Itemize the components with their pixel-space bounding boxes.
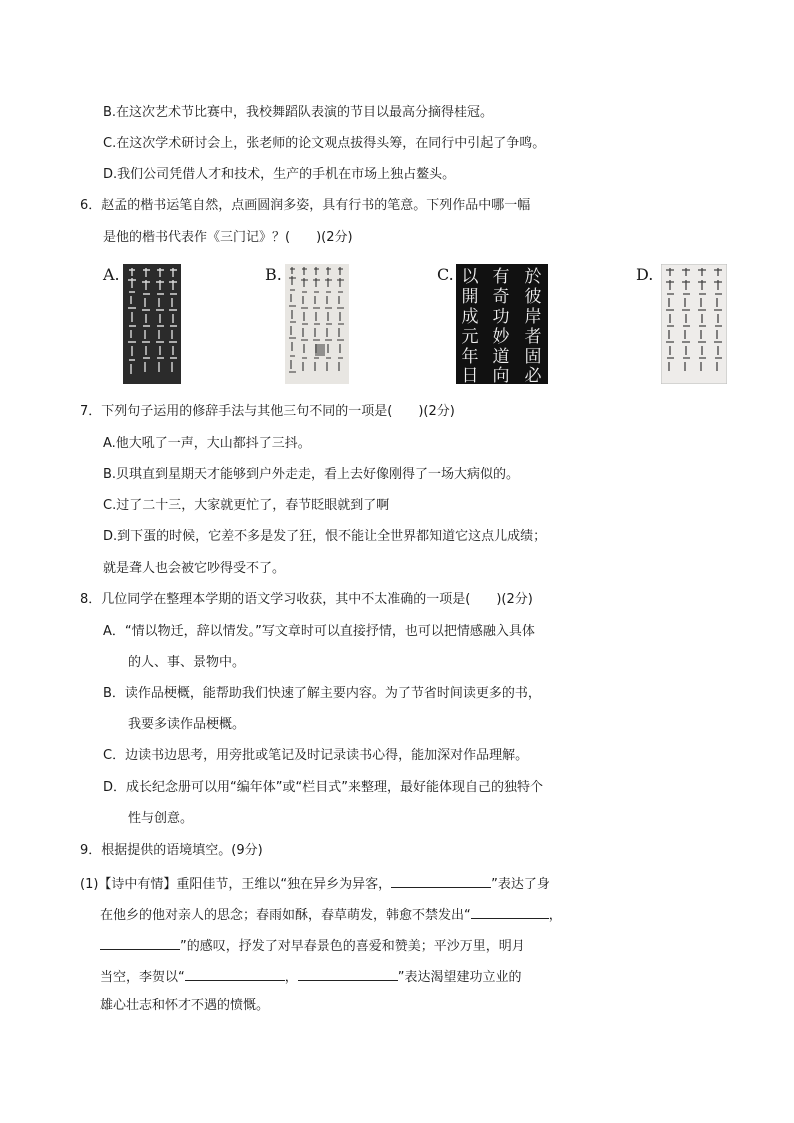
q9-stem: 9．根据提供的语境填空。(9分): [80, 843, 263, 858]
svg-text:成: 成: [461, 307, 479, 327]
svg-text:有: 有: [492, 267, 510, 287]
q9-line4-text-a: 当空，李贺以“: [100, 970, 185, 985]
svg-text:必: 必: [524, 366, 542, 384]
answer-blank-4[interactable]: [185, 966, 285, 981]
answer-blank-2[interactable]: [471, 904, 549, 919]
answer-blank-5[interactable]: [298, 966, 398, 981]
q8-stem: 8．几位同学在整理本学期的语文学习收获，其中不太准确的一项是( )(2分): [80, 592, 533, 607]
svg-text:功: 功: [492, 307, 510, 327]
q9-line3-text: ”的感叹，抒发了对早春景色的喜爱和赞美；平沙万里，明月: [180, 939, 525, 954]
q8-option-c: C．边读书边思考，用旁批或笔记及时记录读书心得，能加深对作品理解。: [103, 748, 529, 763]
q7-option-d-line1: D.到下蛋的时候，它差不多是发了狂，恨不能让全世界都知道它这点儿成绩；: [103, 529, 547, 544]
svg-text:妙: 妙: [492, 327, 510, 347]
q9-line2-text-b: ，: [548, 908, 562, 923]
q9-line4-text-c: ”表达渴望建功立业的: [397, 970, 522, 985]
svg-text:開: 開: [461, 287, 479, 307]
q8-option-a-line2: 的人、事、景物中。: [128, 655, 246, 670]
calligraphy-image-d: [661, 264, 727, 384]
q9-line4: [100, 966, 522, 987]
q6-label-b: B.: [265, 265, 282, 284]
q8-option-a-line1: A．“情以物迁，辞以情发。”写文章时可以直接抒情，也可以把情感融入具体: [103, 624, 535, 639]
q9-line2: [100, 904, 562, 925]
answer-blank-3[interactable]: [100, 935, 180, 950]
svg-text:固: 固: [524, 347, 542, 367]
q5-option-c: C.在这次学术研讨会上，张老师的论文观点拔得头筹，在同行中引起了争鸣。: [103, 136, 546, 151]
q8-option-b-line1: B．读作品梗概，能帮助我们快速了解主要内容。为了节省时间读更多的书，: [103, 686, 541, 701]
svg-text:元: 元: [461, 327, 479, 347]
q7-option-d-line2: 就是聋人也会被它吵得受不了。: [103, 561, 286, 576]
svg-text:於: 於: [524, 267, 542, 287]
q6-label-a: A.: [103, 265, 120, 284]
calligraphy-image-c: [456, 264, 548, 384]
q9-line2-text-a: 在他乡的他对亲人的思念；春雨如酥，春草萌发，韩愈不禁发出“: [100, 908, 471, 923]
q9-line4-text-b: ，: [284, 970, 298, 985]
q8-option-d-line2: 性与创意。: [128, 811, 194, 826]
q9-line1: [80, 873, 550, 894]
q7-stem: 7．下列句子运用的修辞手法与其他三句不同的一项是( )(2分): [80, 404, 455, 419]
q9-line1-text-a: (1)【诗中有情】重阳佳节，王维以“独在异乡为异客，: [80, 877, 392, 892]
calligraphy-image-a: [123, 264, 181, 384]
answer-blank-1[interactable]: [391, 873, 491, 888]
q9-line3: [100, 935, 525, 956]
svg-text:年: 年: [461, 347, 479, 367]
q7-option-c: C.过了二十三，大家就更忙了，春节眨眼就到了啊: [103, 498, 390, 513]
q7-option-a: A.他大吼了一声，大山都抖了三抖。: [103, 436, 311, 451]
q7-option-b: B.贝琪直到星期天才能够到户外走走，看上去好像刚得了一场大病似的。: [103, 467, 520, 482]
svg-text:岸: 岸: [524, 307, 542, 327]
q6-label-c: C.: [437, 265, 454, 284]
q5-option-b: B.在这次艺术节比赛中，我校舞蹈队表演的节目以最高分摘得桂冠。: [103, 105, 494, 120]
svg-text:向: 向: [492, 366, 510, 384]
svg-text:者: 者: [524, 327, 542, 347]
q9-line5: 雄心壮志和怀才不遇的愤慨。: [100, 998, 270, 1013]
svg-text:道: 道: [492, 347, 510, 367]
q5-option-d: D.我们公司凭借人才和技术，生产的手机在市场上独占鳌头。: [103, 167, 456, 182]
q8-option-b-line2: 我要多读作品梗概。: [128, 717, 246, 732]
q9-line1-text-b: ”表达了身: [491, 877, 550, 892]
calligraphy-image-b: [285, 264, 349, 384]
q6-stem-line1: 6．赵孟的楷书运笔自然，点画圆润多姿，具有行书的笔意。下列作品中哪一幅: [80, 198, 531, 213]
svg-text:彼: 彼: [524, 287, 542, 307]
svg-text:以: 以: [461, 267, 479, 287]
q8-option-d-line1: D．成长纪念册可以用“编年体”或“栏目式”来整理，最好能体现自己的独特个: [103, 780, 543, 795]
svg-text:奇: 奇: [492, 287, 510, 307]
q6-label-d: D.: [636, 265, 654, 284]
svg-text:日: 日: [461, 366, 479, 384]
q6-stem-line2: 是他的楷书代表作《三门记》？( )(2分): [103, 230, 353, 245]
